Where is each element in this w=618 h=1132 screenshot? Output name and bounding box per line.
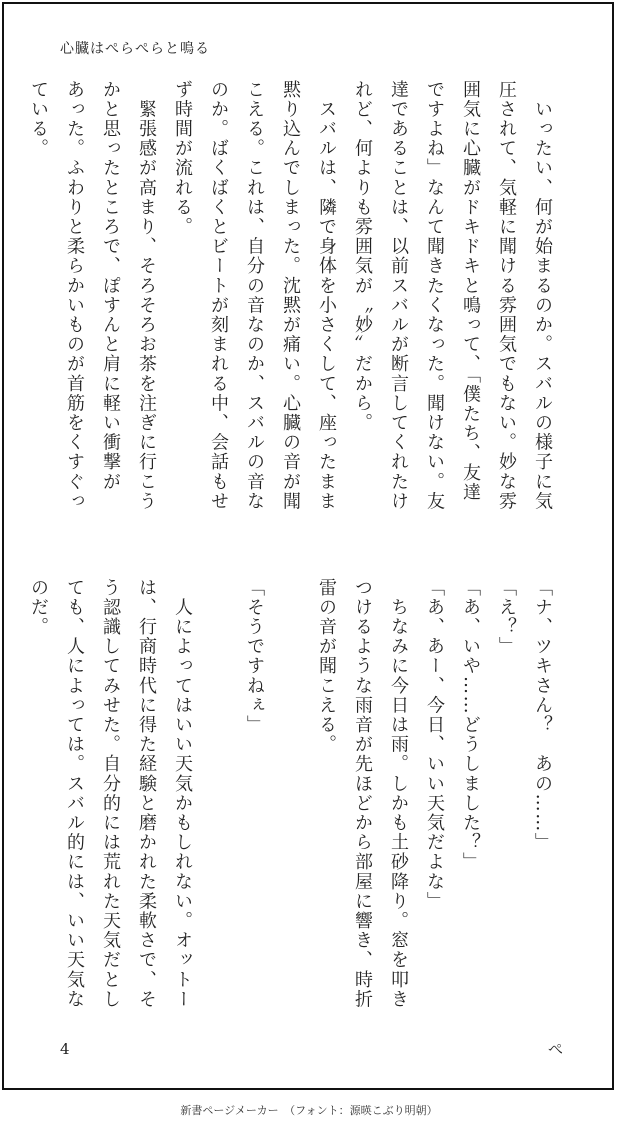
text-line: 「あ、あー、今日、いい天気だよな」: [424, 578, 445, 912]
blank-line: [272, 578, 308, 1028]
text-line: 「え？」: [496, 578, 517, 657]
page-corner-character: ぺ: [548, 1040, 564, 1058]
text-line: ても、人によっては。スバル的には、いい天気な: [64, 578, 85, 1010]
text-line: 「あ、いや……どうしました？」: [460, 578, 481, 872]
page-frame: [2, 2, 614, 1090]
text-line: かと思ったところで、ぽすんと肩に軽い衝撃が: [100, 80, 121, 492]
text-line: れど、何よりも雰囲気が〝妙〟だから。: [352, 80, 373, 433]
lower-text-block: [20, 578, 560, 1028]
blank-line: [200, 578, 236, 1028]
text-line: ですよね」なんて聞きたくなった。聞けない。友: [424, 80, 445, 512]
text-line: 緊張感が高まり、そろそろお茶を注ぎに行こう: [136, 80, 157, 512]
text-line: いったい、何が始まるのか。スバルの様子に気: [532, 80, 553, 512]
page-number: 4: [60, 1040, 70, 1058]
upper-text-block: [20, 80, 560, 530]
text-line: は、行商時代に得た経験と磨かれた柔軟さで、そ: [136, 578, 157, 1010]
text-line: のか。ばくばくとビートが刻まれる中、会話もせ: [208, 80, 229, 512]
text-line: こえる。これは、自分の音なのか、スバルの音な: [244, 80, 265, 512]
text-line: 「ナ、ツキさん？ あの……」: [532, 578, 553, 853]
text-line: 黙り込んでしまった。沈黙が痛い。心臓の音が聞: [280, 80, 301, 512]
text-line: 圧されて、気軽に聞ける雰囲気でもない。妙な雰: [496, 80, 517, 512]
text-line: 「そうですねぇ」: [244, 578, 265, 735]
text-line: 雷の音が聞こえる。: [316, 578, 337, 755]
text-line: あった。ふわりと柔らかいものが首筋をくすぐっ: [64, 80, 85, 512]
text-line: つけるような雨音が先ほどから部屋に響き、時折: [352, 578, 373, 1010]
text-line: ちなみに今日は雨。しかも土砂降り。窓を叩き: [388, 578, 409, 1010]
text-line: 囲気に心臓がドキドキと鳴って、「僕たち、友達: [460, 80, 481, 503]
text-line: 人によってはいい天気かもしれない。オットー: [172, 578, 193, 1010]
text-line: ている。: [28, 80, 49, 159]
footer-credit: 新書ページメーカー （フォント：源暎こぶり明朝）: [180, 1104, 438, 1117]
text-line: う認識してみせた。自分的には荒れた天気だとし: [100, 578, 121, 1010]
text-line: ず時間が流れる。: [172, 80, 193, 237]
text-line: のだ。: [28, 578, 49, 637]
running-header-title: 心臓はぺらぺらと鳴る: [60, 41, 210, 57]
text-line: 達であることは、以前スバルが断言してくれたけ: [388, 80, 409, 512]
text-line: スバルは、隣で身体を小さくして、座ったまま: [316, 80, 337, 512]
